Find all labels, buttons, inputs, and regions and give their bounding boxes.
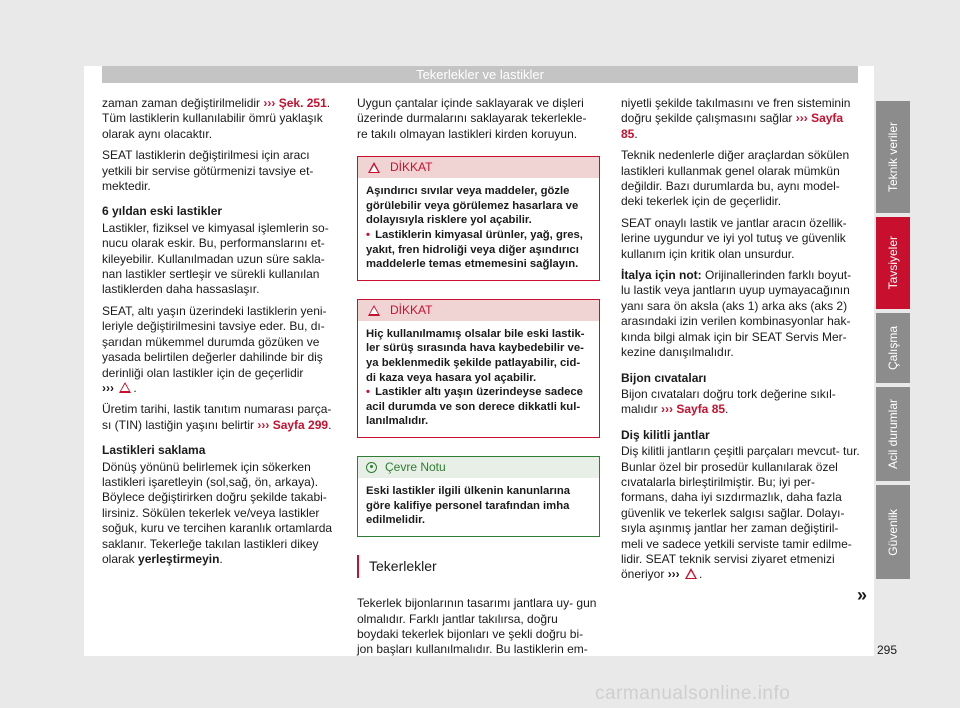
subheading-old-tyres: 6 yıldan eski lastikler [102, 204, 223, 219]
column-2 [357, 96, 600, 664]
paragraph: zaman zaman değiştirilmelidir ››› Şek. 251. Tüm lastiklerin kullanılabilir ömrü yaklaşık olarak aynı olacaktır. [102, 96, 331, 141]
warning-reference-link[interactable]: ››› [102, 380, 114, 395]
warning-bullet-text: • Lastiklerin kimyasal ürünler, yağ, gres, yakıt, fren hidroliği veya diğer aşındırıcı maddelerle temas etmemesini sağlayın. [366, 229, 583, 271]
tab-calisma[interactable]: Çalışma [876, 313, 910, 383]
paragraph: Bijon cıvataları doğru tork değerine sıkıl- malıdır ››› Sayfa 85. [621, 386, 836, 417]
tab-tavsiyeler[interactable]: Tavsiyeler [876, 217, 910, 309]
paragraph: SEAT, altı yaşın üzerindeki lastiklerin yeni- leriyle değiştirilmesini tavsiye eder. Bu, dı- şarıdan mükemmel durumda gözüken ve yasada belirtilen değerler dahilinde bir diş derinliği olan lastikler için de geçerlidir ››› . [102, 303, 327, 395]
column-3 [621, 96, 861, 589]
page-reference-link[interactable]: ››› Sayfa 85 [661, 402, 726, 417]
page-reference-link[interactable]: ››› Sayfa 85 [621, 111, 844, 141]
page-number: 295 [877, 643, 898, 657]
warning-triangle-icon [368, 162, 380, 173]
paragraph: Uygun çantalar içinde saklayarak ve dişleri üzerinde durmalarını saklayarak tekerlekle- re takılı olmayan lastikleri kirden koruyun. [357, 96, 587, 141]
column-1 [102, 96, 340, 573]
figure-reference-link[interactable]: ››› Şek. 251 [263, 96, 327, 110]
warning-text: Hiç kullanılmamış olsalar bile eski lastik- ler sürüş sırasında hava kaybedebilir ve- ya beklenmedik şekilde patlayabilir, cid- di kaza veya hasara yol açabilir. [366, 327, 585, 384]
paragraph: Dönüş yönünü belirlemek için sökerken lastikleri işaretleyin (sol,sağ, ön, arkaya). Böylece değiştirirken doğru şekilde takabi- lirsiniz. Sökülen tekerlek ve/veya lastikler soğuk, kuru ve tercihen karanlık ortamlarda saklanır. Tekerleğe takılan lastikleri dikey olarak yerleştirmeyin. [102, 459, 333, 566]
paragraph: Üretim tarihi, lastik tanıtım numarası parça- sı (TIN) lastiğin yaşını belirtir ››› Sayfa 299. [102, 402, 332, 432]
subheading-wheel-bolts: Bijon cıvataları [621, 370, 707, 385]
environment-note-box [357, 456, 600, 537]
chapter-tabs [876, 101, 910, 583]
paragraph: İtalya için not: Orijinallerinden farklı boyut- lu lastik veya jantların uyup uymayacağının yanı sara ön aksla (aks 1) arka aks (aks 2) arasındaki izin verilen kombinasyonlar hak- kında bilgi almak için bir SEAT Servis Mer- kezine danışılmalıdır. [621, 268, 852, 360]
warning-title: DİKKAT [390, 302, 433, 317]
warning-bullet-text: • Lastikler altı yaşın üzerindeyse sadece acil durumda ve son derece dikkatli kul- lanılmalıdır. [366, 386, 583, 428]
environment-note-title: Çevre Notu [385, 459, 446, 474]
warning-triangle-icon [119, 382, 131, 393]
warning-reference-link[interactable]: ››› [667, 567, 680, 582]
warning-text: Aşındırıcı sıvılar veya maddeler, gözle görülebilir veya görülemez hasarlara ve dolayısıyla risklere yol açabilir. [366, 185, 579, 227]
paragraph: niyetli şekilde takılmasını ve fren sisteminin doğru şekilde çalışmasını sağlar ››› Sayfa 85. [621, 96, 851, 141]
paragraph: Lastikler, fiziksel ve kimyasal işlemlerin so- nucu olarak eskir. Bu, performanslarını et- kileyebilir. Kullanılmadan uzun süre sakla- nan lastikler sertleşir ve sürekli kullanılan lastiklerden daha hassaslaşır. [102, 220, 329, 297]
page-reference-link[interactable]: ››› Sayfa 299 [257, 417, 329, 432]
environment-note-text: Eski lastikler ilgili ülkenin kanunlarına göre kalifiye personel tarafından imha edilmelidir. [366, 484, 571, 527]
paragraph: Teknik nedenlerle diğer araçlardan sökülen lastikleri kullanmak genel olarak mümkün değildir. Bazı durumlarda bu, aynı model- deki tekerlek için de geçerlidir. [621, 148, 850, 209]
warning-box [357, 156, 600, 281]
subheading-locking-rims: Diş kilitli jantlar [621, 427, 710, 442]
paragraph: Diş kilitli jantların çeşitli parçaları mevcut- tur. Bunlar özel bir prosedür kullanılarak özel cıvatalarla birleştirilmiştir. Bu; iyi per- formans, daha iyi sızdırmazlık, daha fazla güvenlik ve tekerlek salgısı sağlar. Dolayı- sıyla aşınmış jantlar her zaman değiştiril- meli ve sadece yetkili serviste tamir edilme- lidir. SEAT teknik servisi ziyaret etmenizi öneriyor ››› . [621, 444, 860, 582]
page-header: Tekerlekler ve lastikler [102, 66, 858, 83]
subheading-storing-tyres: Lastikleri saklama [102, 443, 206, 458]
paragraph: Tekerlek bijonlarının tasarımı jantlara uy- gun olmalıdır. Farklı jantlar takılırsa, doğru boydaki tekerlek bijonları ve şekli doğru bi- jon başları kullanılmalıdır. Bu lastiklerin em- [357, 596, 597, 657]
watermark: carmanualsonline.info [595, 683, 791, 704]
tab-teknik-veriler[interactable]: Teknik veriler [876, 101, 910, 213]
warning-title: DİKKAT [390, 160, 433, 175]
section-title: Tekerlekler [357, 555, 600, 578]
tab-acil-durumlar[interactable]: Acil durumlar [876, 387, 910, 481]
paragraph: SEAT onaylı lastik ve jantlar aracın özellik- lerine uygundur ve iyi yol tutuş ve güvenlik kullanım için kritik olan unsurdur. [621, 215, 847, 261]
continue-mark: » [857, 585, 868, 605]
warning-box [357, 299, 600, 438]
paragraph: SEAT lastiklerin değiştirilmesi için aracı yetkili bir servise götürmenizi tavsiye et- mektedir. [102, 148, 314, 194]
warning-triangle-icon [685, 568, 697, 579]
tab-guvenlik[interactable]: Güvenlik [876, 485, 910, 579]
warning-triangle-icon [368, 305, 380, 316]
environment-flower-icon [366, 462, 377, 473]
